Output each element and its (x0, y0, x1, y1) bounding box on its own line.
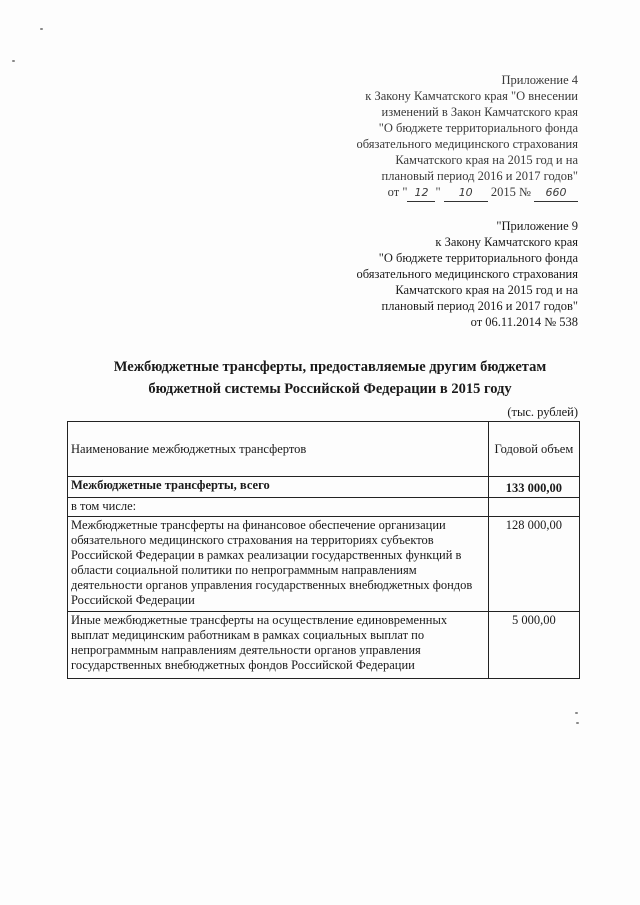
original-annex-reference (356, 218, 578, 330)
row-amount-cell: 5 000,00 (488, 612, 579, 679)
transfers-table (67, 421, 580, 679)
scan-speck (40, 28, 43, 30)
document-title (60, 356, 600, 400)
annex-line: "О бюджете территориального фонда (378, 121, 578, 135)
scan-speck (12, 60, 15, 62)
row-name-cell: Иные межбюджетные трансферты на осуществление единовременных выплат медицинским работникам в рамках социальных выплат по непрограммным направлениям деятельности органов управления государственных внебюджетных фондов Российской Федерации (68, 612, 489, 679)
date-day: 12 (407, 185, 435, 202)
date-prefix: от " (387, 185, 408, 199)
date-year: 2015 № (490, 185, 531, 199)
subhead-empty-cell (488, 498, 579, 517)
table-header-row (68, 422, 580, 477)
date-month: 10 (444, 185, 488, 202)
header-amount-cell: Годовой объем (488, 422, 579, 477)
annex-line: изменений в Закон Камчатского края (381, 105, 578, 119)
table-row (68, 517, 580, 612)
header-name-cell: Наименование межбюджетных трансфертов (68, 422, 489, 477)
annex-line: к Закону Камчатского края (435, 235, 578, 249)
annex-date-line (356, 184, 578, 202)
total-amount-cell: 133 000,00 (488, 477, 579, 498)
annex-line: от 06.11.2014 № 538 (470, 315, 578, 329)
table-subhead-row (68, 498, 580, 517)
annex-line: "О бюджете территориального фонда (378, 251, 578, 265)
annex-line: обязательного медицинского страхования (356, 267, 578, 281)
date-quote: " (435, 185, 441, 199)
units-label: (тыс. рублей) (507, 405, 578, 419)
table-total-row (68, 477, 580, 498)
subhead-cell: в том числе: (68, 498, 489, 517)
annex-line: плановый период 2016 и 2017 годов" (381, 169, 578, 183)
row-name-cell: Межбюджетные трансферты на финансовое обеспечение организации обязательного медицинского страхования на территориях субъектов Российской Федерации в рамках реализации государственных функций в области социальной политики по непрограммным направлениям деятельности органов управления государственных внебюджетных фондов Российской Федерации (68, 517, 489, 612)
row-amount-cell: 128 000,00 (488, 517, 579, 612)
title-line-1: Межбюджетные трансферты, предоставляемые другим бюджетам (113, 359, 547, 375)
annex-line: Камчатского края на 2015 год и на (395, 283, 578, 297)
scan-speck (575, 712, 578, 714)
annex-line: Приложение 4 (501, 73, 578, 87)
annex-line: Камчатского края на 2015 год и на (395, 153, 578, 167)
amendment-annex-reference (356, 72, 578, 202)
annex-line: к Закону Камчатского края "О внесении (365, 89, 578, 103)
total-name-cell: Межбюджетные трансферты, всего (68, 477, 489, 498)
annex-line: "Приложение 9 (496, 219, 578, 233)
table-row (68, 612, 580, 679)
title-line-2: бюджетной системы Российской Федерации в 2015 году (148, 381, 512, 397)
scan-speck (576, 722, 579, 724)
annex-line: плановый период 2016 и 2017 годов" (381, 299, 578, 313)
annex-line: обязательного медицинского страхования (356, 137, 578, 151)
document-number: 660 (534, 185, 578, 202)
